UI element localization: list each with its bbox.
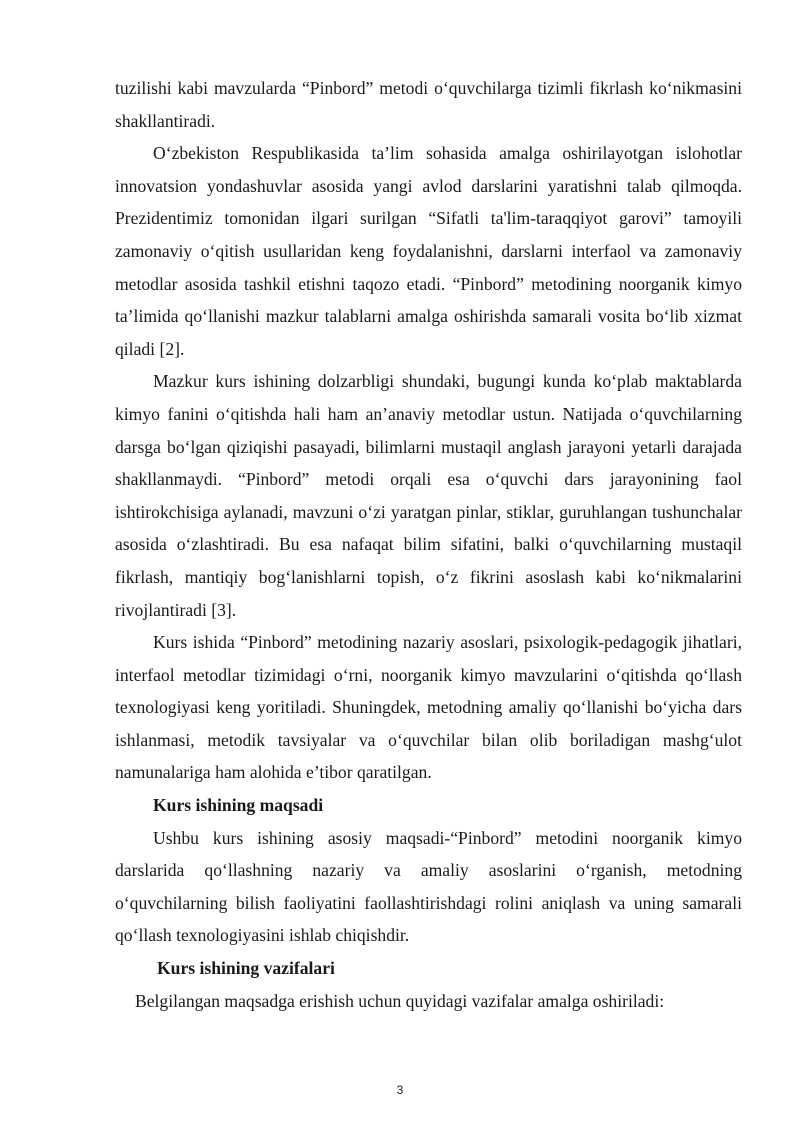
heading-goal: Kurs ishining maqsadi xyxy=(153,795,324,816)
paragraph-relevance: Mazkur kurs ishining dolzarbligi shundaki, bugungi kunda ko‘plab maktablarda kimyo fanini o‘qitishda hali ham an’anaviy metodlar ustun. Natijada o‘quvchilarning darsga bo‘lgan qiziqishi pasayadi, bilimlarni mustaqil anglash jarayoni yetarli darajada shakllanmaydi. “Pinbord” metodi orqali esa o‘quvchi dars jarayonining faol ishtirokchisiga aylanadi, mavzuni o‘zi yaratgan pinlar, stiklar, guruhlangan tushunchalar asosida o‘zlashtiradi. Bu esa nafaqat bilim sifatini, balki o‘quvchilarning mustaqil fikrlash, mantiqiy bog‘lanishlarni topish, o‘z fikrini asoslash kabi ko‘nikmalarini rivojlantiradi [3]. xyxy=(115,371,742,620)
heading-tasks: Kurs ishining vazifalari xyxy=(157,958,335,979)
paragraph-continuation: tuzilishi kabi mavzularda “Pinbord” metodi o‘quvchilarga tizimli fikrlash ko‘nikmasini shakllantiradi. xyxy=(115,78,742,131)
paragraph-reforms: O‘zbekiston Respublikasida ta’lim sohasida amalga oshirilayotgan islohotlar innovatsion yondashuvlar asosida yangi avlod darslarini yaratishni talab qilmoqda. Prezidentimiz tomonidan ilgari surilgan “Sifatli ta'lim-taraqqiyot garovi” tamoyili zamonaviy o‘qitish usullaridan keng foydalanishni, darslarni interfaol va zamonaviy metodlar asosida tashkil etishni taqozo etadi. “Pinbord” metodining noorganik kimyo ta’limida qo‘llanishi mazkur talablarni amalga oshirishda samarali vosita bo‘lib xizmat qiladi [2]. xyxy=(115,143,742,359)
document-page xyxy=(115,72,742,1017)
page-number: 3 xyxy=(396,1083,404,1097)
paragraph-tasks-intro: Belgilangan maqsadga erishish uchun quyidagi vazifalar amalga oshiriladi: xyxy=(135,990,665,1011)
paragraph-goal: Ushbu kurs ishining asosiy maqsadi-“Pinbord” metodini noorganik kimyo darslarida qo‘llashning nazariy va amaliy asoslarini o‘rganish, metodning o‘quvchilarning bilish faoliyatini faollashtirishdagi rolini aniqlash va uning samarali qo‘llash texnologiyasini ishlab chiqishdir. xyxy=(115,827,742,946)
paragraph-scope: Kurs ishida “Pinbord” metodining nazariy asoslari, psixologik-pedagogik jihatlari, interfaol metodlar tizimidagi o‘rni, noorganik kimyo mavzularini o‘qitishda qo‘llash texnologiyasi keng yoritiladi. Shuningdek, metodning amaliy qo‘llanishi bo‘yicha dars ishlanmasi, metodik tavsiyalar va o‘quvchilar bilan olib boriladigan mashg‘ulot namunalariga ham alohida e’tibor qaratilgan. xyxy=(115,632,742,783)
